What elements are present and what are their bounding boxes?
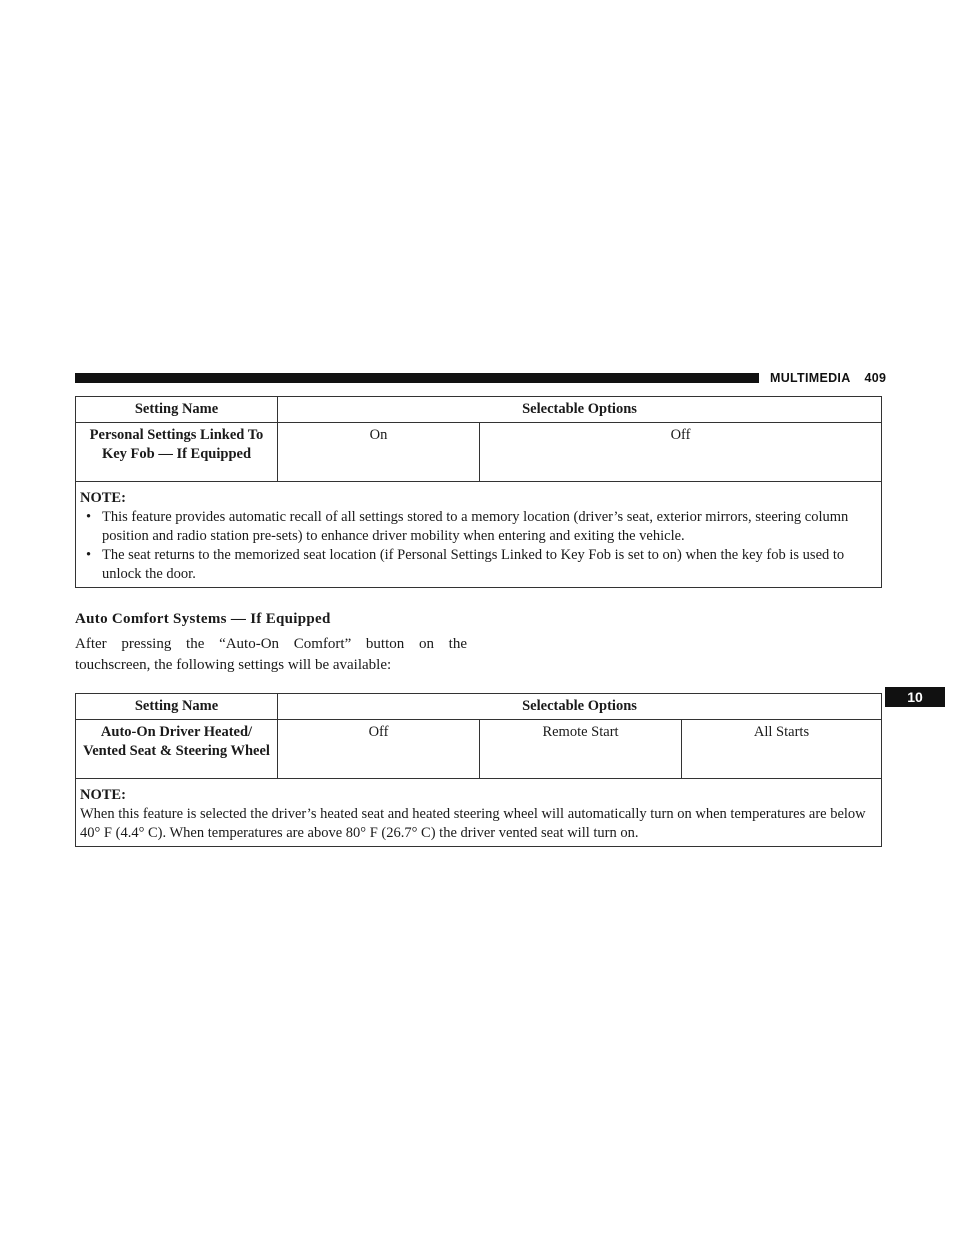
option-cell: Off (480, 423, 882, 482)
table-row (76, 720, 882, 779)
option-cell: All Starts (682, 720, 882, 779)
header-rule (75, 373, 759, 383)
note-row (76, 482, 882, 588)
auto-comfort-table (75, 693, 882, 847)
table-row (76, 423, 882, 482)
page-number: 409 (864, 371, 887, 385)
setting-name-cell: Auto-On Driver Heated/ Vented Seat & Steering Wheel (76, 720, 278, 779)
running-header (770, 368, 886, 388)
section-title: Auto Comfort Systems — If Equipped (75, 611, 331, 627)
note-bullets (80, 508, 877, 584)
note-cell (76, 779, 882, 847)
header-section: MULTIMEDIA (770, 371, 851, 385)
note-row (76, 779, 882, 847)
note-title: NOTE: (80, 490, 126, 506)
personal-settings-table (75, 396, 882, 588)
table-header-row (76, 397, 882, 423)
list-item: • This feature provides automatic recall of all settings stored to a memory location (driver’s seat, exterior mirrors, steering column position and radio station pre-sets) to enhance driver mobility when entering and exiting the vehicle. (80, 508, 877, 546)
body-paragraph: After pressing the “Auto-On Comfort” button on the touchscreen, the following settings will be available: (75, 636, 467, 673)
list-item: • The seat returns to the memorized seat location (if Personal Settings Linked to Key Fob is set to on) when the key fob is used to unlock the door. (80, 546, 877, 584)
note-title: NOTE: (80, 787, 126, 803)
note-cell (76, 482, 882, 588)
table-header-row (76, 694, 882, 720)
setting-name-header: Setting Name (76, 694, 278, 720)
setting-name-header: Setting Name (76, 397, 278, 423)
option-cell: Off (278, 720, 480, 779)
chapter-tab: 10 (885, 687, 945, 707)
note-text: When this feature is selected the driver’s heated seat and heated steering wheel will automatically turn on when temperatures are below 40° F (4.4° C). When temperatures are above 80° F (26.7° C) the driver vented seat will turn on. (80, 806, 866, 841)
selectable-options-header: Selectable Options (278, 694, 882, 720)
option-cell: On (278, 423, 480, 482)
selectable-options-header: Selectable Options (278, 397, 882, 423)
option-cell: Remote Start (480, 720, 682, 779)
setting-name-cell: Personal Settings Linked To Key Fob — If Equipped (76, 423, 278, 482)
